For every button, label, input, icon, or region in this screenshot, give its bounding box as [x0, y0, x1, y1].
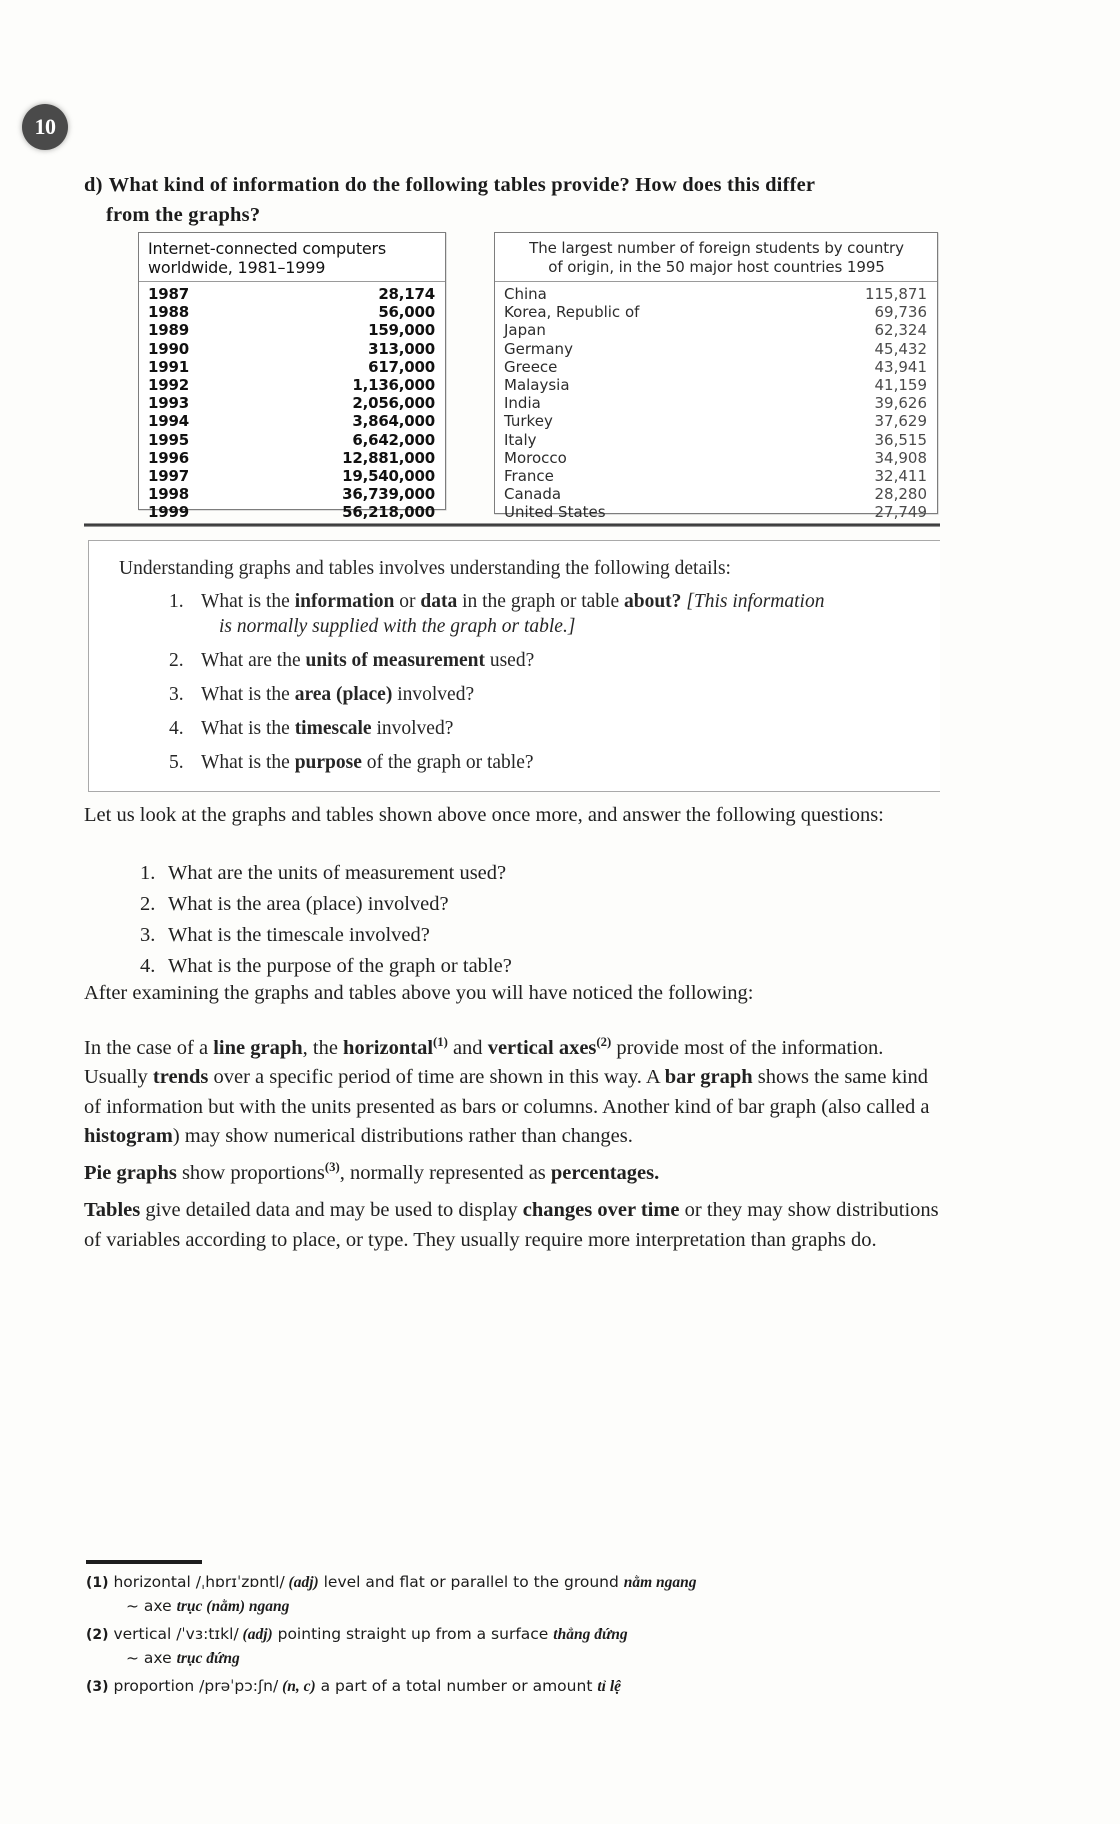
footnote-gloss: level and flat or parallel to the ground [318, 1573, 624, 1591]
footnote-ref: (3) [324, 1160, 340, 1174]
list-item-number: 2. [169, 650, 184, 671]
footnote-gloss: pointing straight up from a surface [272, 1625, 554, 1643]
table-caption-line2: worldwide, 1981–1999 [148, 258, 326, 277]
row-label: India [504, 394, 541, 413]
row-label: 1988 [148, 303, 189, 322]
list-item [169, 745, 940, 779]
text-bold: bar graph [664, 1066, 753, 1089]
table-internet-computers [138, 232, 446, 522]
footnote-subentry [126, 1596, 946, 1617]
row-value: 36,515 [874, 430, 927, 449]
details-list [89, 584, 940, 779]
table-row [495, 485, 937, 503]
row-label: 1989 [148, 321, 189, 340]
row-value: 6,642,000 [352, 430, 435, 449]
row-label: United States [504, 503, 606, 522]
text-bold: Tables [84, 1199, 141, 1221]
text-bold: histogram [84, 1125, 173, 1148]
text-run: give detailed data and may be used to display [140, 1199, 523, 1221]
row-label: 1994 [148, 412, 189, 431]
table-caption-line1: Internet-connected computers [148, 239, 387, 258]
text-run: , normally represented as [339, 1161, 551, 1184]
row-label: Turkey [504, 412, 553, 431]
text-run: and [447, 1036, 488, 1059]
table-row [495, 449, 937, 467]
table-row [139, 303, 445, 321]
footnote-ipa: /prəˈpɔ:ʃn/ [199, 1677, 279, 1695]
table-row [139, 412, 445, 430]
footnote-word: proportion [108, 1677, 200, 1695]
footnote-entry [86, 1624, 946, 1669]
footnotes-section [86, 1572, 946, 1705]
list-item-label: What is the purpose of the graph or table? [168, 955, 512, 977]
table-row [139, 358, 445, 376]
list-item-text: What is the [201, 752, 295, 773]
footnote-word: vertical [108, 1625, 177, 1643]
list-item-bold: units of measurement [305, 650, 485, 671]
horizontal-divider [84, 523, 940, 527]
table-row [495, 285, 937, 303]
row-value: 12,881,000 [342, 448, 435, 467]
table-row [495, 340, 937, 358]
row-label: 1991 [148, 357, 189, 376]
row-value: 34,908 [874, 448, 927, 467]
paragraph-tables [84, 1196, 946, 1255]
footnote-ref: (2) [596, 1035, 612, 1049]
text-bold: vertical axes [487, 1036, 597, 1059]
row-label: 1997 [148, 467, 189, 486]
list-item-number: 5. [169, 752, 184, 773]
table-body [139, 282, 445, 522]
footnote-sub-prefix: ~ axe [126, 1649, 177, 1667]
footnote-sub-prefix: ~ axe [126, 1597, 177, 1615]
question-text-line2: from the graphs? [106, 204, 261, 226]
text-run: shows the same kind of information but with the units presented as bars or columns. Another kind of bar graph (also called a [84, 1066, 930, 1118]
list-item-number: 3. [169, 684, 184, 705]
table-row [495, 321, 937, 339]
list-item-text: involved? [392, 684, 475, 705]
text-run: show proportions [176, 1161, 325, 1184]
row-value: 115,871 [864, 285, 927, 303]
row-value: 39,626 [874, 394, 927, 413]
footnote-sub-translation: trục đứng [176, 1650, 240, 1667]
row-label: Italy [504, 430, 537, 449]
text-run: In the case of a [84, 1036, 214, 1059]
list-item-text: involved? [371, 718, 454, 739]
text-bold: horizontal [343, 1036, 434, 1059]
list-item [169, 711, 940, 745]
text-bold: Pie graphs [84, 1161, 177, 1184]
table-row [139, 340, 445, 358]
list-item-text: used? [484, 650, 535, 671]
footnote-entry [86, 1572, 946, 1617]
list-item-text: What are the [201, 650, 306, 671]
table-caption [495, 233, 937, 282]
list-item-label: What is the timescale involved? [168, 924, 430, 946]
list-item-text: What is the [201, 684, 295, 705]
list-item-text: What is the [201, 718, 295, 739]
row-label: Morocco [504, 448, 567, 467]
row-value: 159,000 [368, 321, 435, 340]
list-item-label: What are the units of measurement used? [168, 862, 507, 884]
footnote-word: horizontal [108, 1573, 196, 1591]
table-row [495, 503, 937, 521]
list-item-number: 1. [140, 862, 156, 884]
list-item-bold: information [294, 591, 395, 612]
row-value: 19,540,000 [342, 467, 435, 486]
list-item-italic: is normally supplied with the graph or table.] [219, 616, 576, 637]
text-run: over a specific period of time are shown in this way. A [208, 1066, 665, 1089]
paragraph-after-examining: After examining the graphs and tables above you will have noticed the following: [84, 982, 754, 1004]
footnote-ref: (1) [433, 1035, 448, 1049]
row-label: 1992 [148, 376, 189, 395]
table-row [139, 376, 445, 394]
list-item [140, 858, 1002, 889]
list-item-text: or [394, 591, 421, 612]
list-item-number: 3. [140, 924, 156, 946]
row-value: 28,174 [378, 285, 435, 303]
row-value: 43,941 [874, 357, 927, 376]
row-value: 41,159 [874, 376, 927, 395]
paragraph-line-graph [84, 1028, 946, 1152]
table-row [495, 412, 937, 430]
table-row [495, 394, 937, 412]
text-run: ) may show numerical distributions rather than changes. [172, 1125, 633, 1148]
row-label: France [504, 467, 554, 486]
footnote-translation: nằm ngang [623, 1574, 697, 1591]
table-row [495, 467, 937, 485]
text-bold: trends [152, 1066, 209, 1089]
table-caption [139, 233, 445, 282]
table-body [495, 282, 937, 522]
text-bold: line graph [213, 1036, 303, 1059]
list-item-bold: purpose [294, 752, 362, 773]
text-bold: percentages. [550, 1161, 660, 1184]
list-item-text: What is the [201, 591, 295, 612]
row-value: 36,739,000 [342, 485, 435, 504]
table-row [495, 376, 937, 394]
table-row [139, 485, 445, 503]
list-item-bold: area (place) [294, 684, 393, 705]
table-row [139, 503, 445, 521]
table-row [139, 449, 445, 467]
review-questions-list [84, 858, 1002, 982]
list-item-number: 1. [169, 591, 184, 612]
row-value: 27,749 [874, 503, 927, 522]
text-run: provide most of the information. Usually [84, 1036, 884, 1089]
table-row [495, 358, 937, 376]
row-label: 1993 [148, 394, 189, 413]
footnote-gloss: a part of a total number or amount [315, 1677, 598, 1695]
text-run: or they may show distributions of variables according to place, or type. They usually require more interpretation than graphs do. [84, 1199, 939, 1251]
paragraph-pie-graphs [84, 1152, 946, 1188]
footnote-subentry [126, 1648, 946, 1669]
list-item-number: 4. [140, 955, 156, 977]
footnote-marker: (2) [86, 1627, 109, 1643]
table-row [495, 431, 937, 449]
row-label: 1995 [148, 430, 189, 449]
footnote-pos: (adj) [284, 1574, 319, 1591]
list-item-text: of the graph or table? [361, 752, 534, 773]
table-row [139, 394, 445, 412]
row-label: Korea, Republic of [504, 303, 640, 322]
table-caption-line2: of origin, in the 50 major host countries 1995 [548, 258, 885, 276]
footnote-translation: thẳng đứng [553, 1626, 628, 1643]
text-run: , the [302, 1036, 344, 1059]
row-label: 1998 [148, 485, 189, 504]
row-label: 1987 [148, 285, 189, 303]
footnote-ipa: /ˈvɜ:tɪkl/ [176, 1625, 239, 1643]
list-item-italic: [This information [681, 591, 825, 612]
row-value: 1,136,000 [352, 376, 435, 395]
list-item-bold: timescale [294, 718, 372, 739]
tables-container [138, 232, 938, 522]
list-item-number: 4. [169, 718, 184, 739]
row-value: 62,324 [874, 321, 927, 340]
footnote-pos: (adj) [238, 1626, 273, 1643]
table-row [139, 321, 445, 339]
row-value: 3,864,000 [352, 412, 435, 431]
row-label: Greece [504, 357, 558, 376]
table-row [139, 467, 445, 485]
paragraph-let-us-look: Let us look at the graphs and tables shown above once more, and answer the following questions: [84, 804, 884, 826]
list-item-bold: data [420, 591, 458, 612]
row-label: 1996 [148, 448, 189, 467]
list-item-text: in the graph or table [457, 591, 624, 612]
row-value: 69,736 [874, 303, 927, 322]
row-label: Germany [504, 339, 573, 358]
question-heading [84, 170, 944, 230]
details-box-intro: Understanding graphs and tables involves understanding the following details: [119, 558, 731, 579]
table-caption-line1: The largest number of foreign students by country [529, 239, 904, 257]
footnote-entry [86, 1676, 946, 1698]
footnote-translation: tỉ lệ [597, 1678, 622, 1695]
footnote-divider [86, 1560, 202, 1564]
table-row [139, 285, 445, 303]
text-bold: changes over time [522, 1199, 680, 1221]
understanding-details-box [88, 540, 940, 792]
list-item-label: What is the area (place) involved? [168, 893, 449, 915]
question-label: d) [84, 174, 103, 196]
footnote-pos: (n, c) [278, 1678, 316, 1695]
list-item [169, 677, 940, 711]
row-value: 313,000 [368, 339, 435, 358]
footnote-marker: (1) [86, 1575, 109, 1591]
question-text-line1: What kind of information do the following tables provide? How does this differ [108, 174, 816, 196]
row-label: Canada [504, 485, 562, 504]
row-value: 32,411 [874, 467, 927, 486]
row-label: Malaysia [504, 376, 570, 395]
list-item-number: 2. [140, 893, 156, 915]
row-value: 28,280 [874, 485, 927, 504]
footnote-sub-translation: trục (nằm) ngang [176, 1598, 290, 1615]
list-item [169, 643, 940, 677]
footnote-marker: (3) [86, 1679, 109, 1695]
list-item-bold: about? [623, 591, 682, 612]
row-value: 56,218,000 [342, 503, 435, 522]
row-value: 56,000 [378, 303, 435, 322]
table-row [495, 303, 937, 321]
list-item [169, 584, 940, 643]
table-row [139, 431, 445, 449]
page-number-badge: 10 [22, 104, 68, 150]
table-foreign-students [494, 232, 938, 522]
row-value: 45,432 [874, 339, 927, 358]
list-item [140, 889, 1002, 920]
row-label: 1990 [148, 339, 189, 358]
row-label: 1999 [148, 503, 189, 522]
footnote-ipa: /ˌhɒrɪˈzɒntl/ [195, 1573, 285, 1591]
list-item [140, 920, 1002, 951]
row-label: China [504, 285, 547, 303]
row-label: Japan [504, 321, 546, 340]
row-value: 2,056,000 [352, 394, 435, 413]
row-value: 617,000 [368, 357, 435, 376]
row-value: 37,629 [874, 412, 927, 431]
